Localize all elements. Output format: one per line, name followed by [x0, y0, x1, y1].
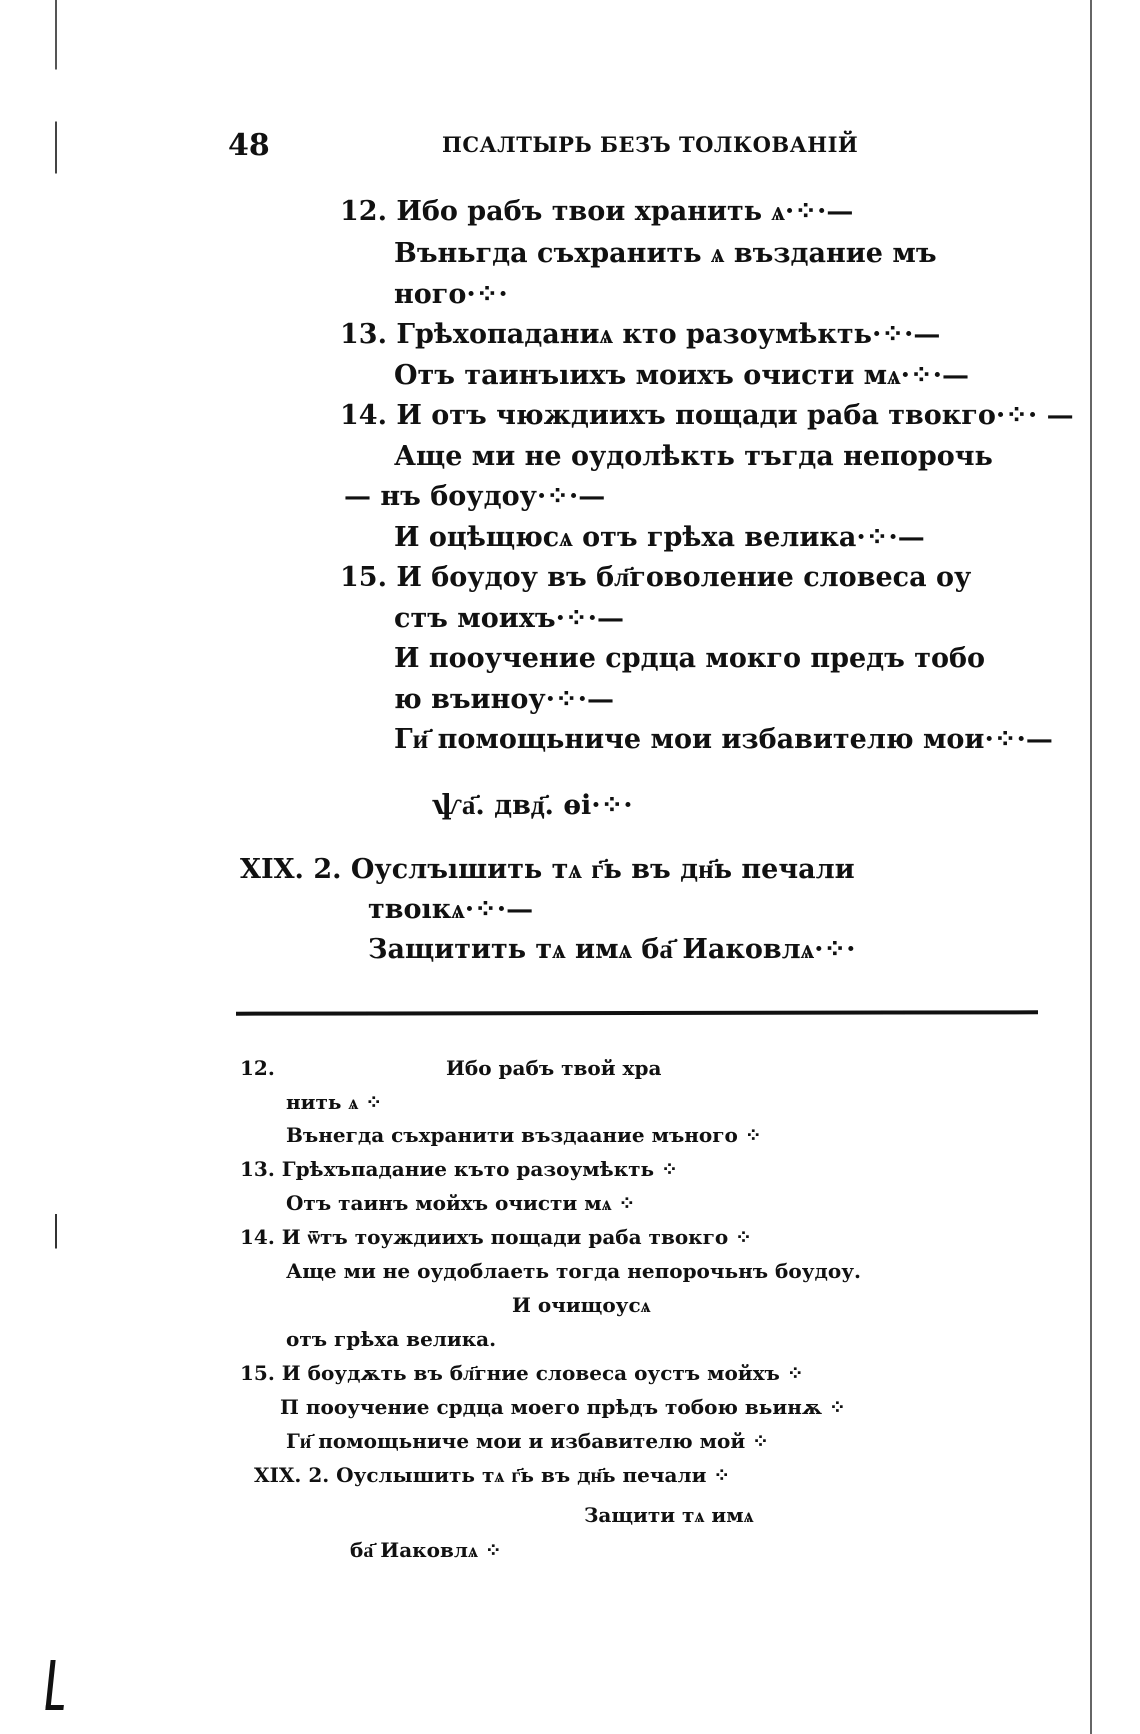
text-line: Защитить тѧ имѧ ба҃ Иаковлѧ·⁘·: [368, 934, 856, 965]
text-line: Въньгда съхранить ѧ въздание мъ: [394, 238, 937, 269]
variant-line: Защити тѧ имѧ: [584, 1503, 754, 1527]
variant-line: 13. Грѣхъпадание къто разоумѣкть ⁘: [240, 1157, 678, 1181]
variant-line: отъ грѣха велика.: [286, 1327, 497, 1351]
text-line: И пооучение срдца мокго предъ тобо: [394, 643, 986, 674]
text-line: ного·⁘·: [394, 279, 508, 310]
variant-line: нить ѧ ⁘: [286, 1090, 383, 1114]
variant-line: Ибо рабъ твой хра: [446, 1056, 662, 1080]
variant-line: И очищоусѧ: [512, 1293, 651, 1317]
variant-line: Вънегда съхранити въздаание мъного ⁘: [286, 1123, 762, 1147]
variant-line: П пооучение срдца моего прѣдъ тобою вьинѫ ⁘: [280, 1395, 846, 1419]
psalm-heading: ѱа҃. двд҃. ѳі·⁘·: [432, 790, 633, 821]
text-line: 15. И боудоу въ бл҃говоление словеса оу: [340, 562, 972, 593]
scan-left-edge: [55, 0, 57, 1734]
divider-rule: [236, 1010, 1038, 1015]
variant-line: 14. И ѿтъ тоуждиихъ пощади раба твокго ⁘: [240, 1225, 752, 1249]
variant-line: Отъ таинъ мойхъ очисти мѧ ⁘: [286, 1191, 636, 1215]
text-line: — нъ боудоу·⁘·—: [344, 481, 606, 512]
text-line: Аще ми не оудолѣкть тъгда непорочь: [394, 441, 993, 472]
text-line: Ги҃ помощьниче мои избавителю мои·⁘·—: [394, 724, 1053, 755]
scan-right-edge: [1090, 0, 1092, 1734]
text-line: 14. И отъ чюждиихъ пощади раба твокго·⁘· —: [340, 400, 1074, 431]
page-number: 48: [228, 128, 270, 163]
variant-line: 15. И боудѫть въ бл҃гние словеса оустъ мойхъ ⁘: [240, 1361, 804, 1385]
variant-line: ба҃ Иаковлѧ ⁘: [350, 1538, 502, 1562]
text-line: стъ моихъ·⁘·—: [394, 603, 625, 634]
text-line: твоıкѧ·⁘·—: [368, 894, 534, 925]
text-line: Отъ таинъıихъ моихъ очисти мѧ·⁘·—: [394, 360, 970, 391]
running-title: ПСАЛТЫРЬ БЕЗЪ ТОЛКОВАНІЙ: [442, 132, 859, 157]
text-line: ю въиноу·⁘·—: [394, 684, 615, 715]
text-line: 13. Грѣхопаданиѧ кто разоумѣкть·⁘·—: [340, 319, 941, 350]
text-line: И оцѣщюсѧ отъ грѣха велика·⁘·—: [394, 522, 925, 553]
text-line: 12. Ибо рабъ твои хранить ѧ·⁘·—: [340, 196, 854, 227]
text-line: XIX. 2. Оуслъıшить тѧ г҃ь въ дн҃ь печали: [240, 854, 855, 885]
variant-line: Ги҃ помощьниче мои и избавителю мой ⁘: [286, 1429, 769, 1453]
variant-line: XIX. 2. Оуслышить тѧ г҃ь въ дн҃ь печали ⁘: [254, 1463, 731, 1487]
variant-line: 12.: [240, 1056, 275, 1080]
variant-line: Аще ми не оудоблаеть тогда непорочьнъ боудоу.: [286, 1259, 861, 1283]
